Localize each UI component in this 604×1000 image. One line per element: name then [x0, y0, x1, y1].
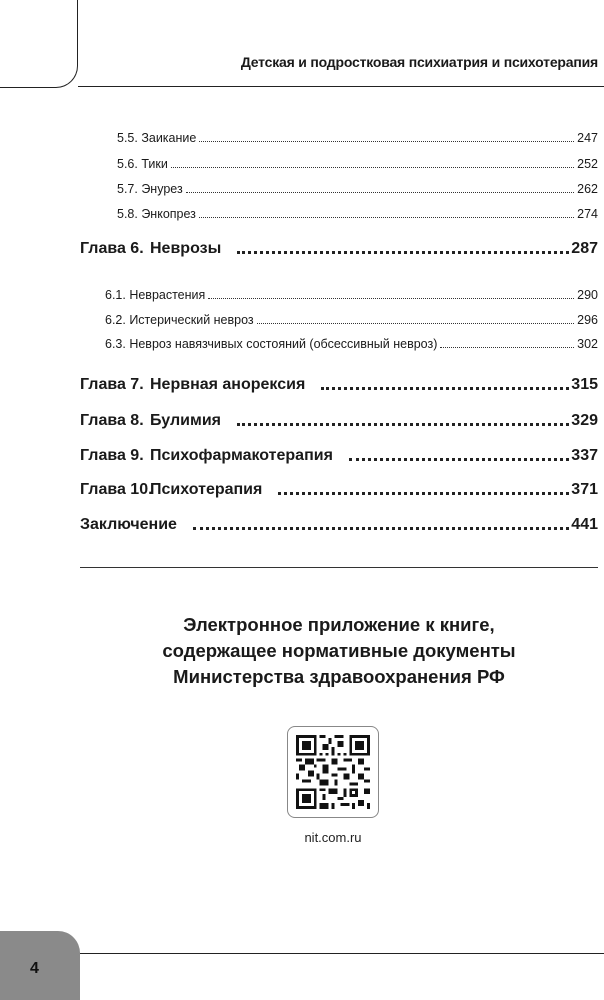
toc-entry-label: 5.7. Энурез [117, 182, 183, 196]
toc-entry-page: 290 [577, 288, 598, 302]
chapter-page: 337 [571, 447, 598, 464]
toc-chapter[interactable] [80, 376, 598, 394]
leader-dots [199, 141, 574, 142]
website-link[interactable]: nit.com.ru [304, 830, 362, 845]
leader-dots [193, 527, 569, 530]
chapter-title: Психотерапия [150, 481, 263, 498]
footer-rule [80, 953, 604, 954]
appendix-line-2: содержащее нормативные документы [162, 640, 516, 661]
toc-chapter[interactable] [80, 481, 598, 499]
toc-entry-label: 5.6. Тики [117, 157, 168, 171]
leader-dots [257, 323, 575, 324]
chapter-heading [80, 240, 221, 258]
chapter-number: Глава 9. [80, 447, 144, 464]
conclusion-label: Заключение [80, 516, 177, 533]
toc-entry[interactable] [117, 182, 598, 196]
chapter-number: Глава 6. [80, 240, 144, 257]
leader-dots [171, 167, 574, 168]
toc-entry[interactable] [105, 288, 598, 302]
leader-dots [186, 192, 574, 193]
toc-entry[interactable] [117, 157, 598, 171]
leader-dots [440, 347, 574, 348]
toc-entry-page: 274 [577, 207, 598, 221]
appendix-line-3: Министерства здравоохранения РФ [173, 666, 505, 687]
toc-entry[interactable] [105, 337, 598, 351]
toc-entry-label: 5.8. Энкопрез [117, 207, 196, 221]
leader-dots [349, 458, 569, 461]
toc-entry-label: 6.2. Истерический невроз [105, 313, 254, 327]
toc-entry-page: 252 [577, 157, 598, 171]
toc-entry-label: 6.1. Неврастения [105, 288, 206, 302]
chapter-heading [80, 412, 221, 430]
chapter-number: Глава 7. [80, 376, 144, 393]
leader-dots [278, 492, 569, 495]
header-rule [78, 86, 604, 87]
toc-conclusion[interactable] [80, 516, 598, 534]
toc-chapter[interactable] [80, 240, 598, 258]
page-number-tab [0, 931, 80, 1000]
page-number: 4 [30, 960, 39, 977]
leader-dots [208, 298, 574, 299]
appendix-notice [80, 612, 598, 690]
leader-dots [321, 387, 569, 390]
toc-entry-page: 247 [577, 131, 598, 145]
leader-dots [237, 423, 569, 426]
toc-entry-page: 262 [577, 182, 598, 196]
toc-chapter[interactable] [80, 447, 598, 465]
toc-entry-page: 296 [577, 313, 598, 327]
toc-entry-label: 5.5. Заикание [117, 131, 197, 145]
leader-dots [199, 217, 574, 218]
section-divider [80, 567, 598, 568]
leader-dots [237, 251, 569, 254]
toc-chapter[interactable] [80, 412, 598, 430]
chapter-heading [80, 481, 262, 499]
chapter-page: 329 [571, 412, 598, 429]
chapter-page: 371 [571, 481, 598, 498]
top-corner-tab [0, 0, 78, 88]
chapter-heading [80, 447, 333, 465]
qr-code-graphic [296, 735, 370, 809]
chapter-number: Глава 8. [80, 412, 144, 429]
toc-entry-page: 302 [577, 337, 598, 351]
toc-entry[interactable] [105, 313, 598, 327]
toc-entry[interactable] [117, 131, 598, 145]
conclusion-page: 441 [571, 516, 598, 533]
chapter-page: 315 [571, 376, 598, 393]
toc-entry[interactable] [117, 207, 598, 221]
chapter-title: Психофармакотерапия [150, 447, 333, 464]
toc-entry-label: 6.3. Невроз навязчивых состояний (обсессивный невроз) [105, 337, 438, 351]
chapter-heading [80, 376, 305, 394]
chapter-title: Нервная анорексия [150, 376, 306, 393]
chapter-page: 287 [571, 240, 598, 257]
chapter-number: Глава 10. [80, 481, 153, 498]
appendix-line-1: Электронное приложение к книге, [183, 614, 495, 635]
chapter-title: Неврозы [150, 240, 222, 257]
qr-code-icon[interactable] [287, 726, 379, 818]
chapter-title: Булимия [150, 412, 221, 429]
running-title: Детская и подростковая психиатрия и психотерапия [240, 54, 598, 70]
